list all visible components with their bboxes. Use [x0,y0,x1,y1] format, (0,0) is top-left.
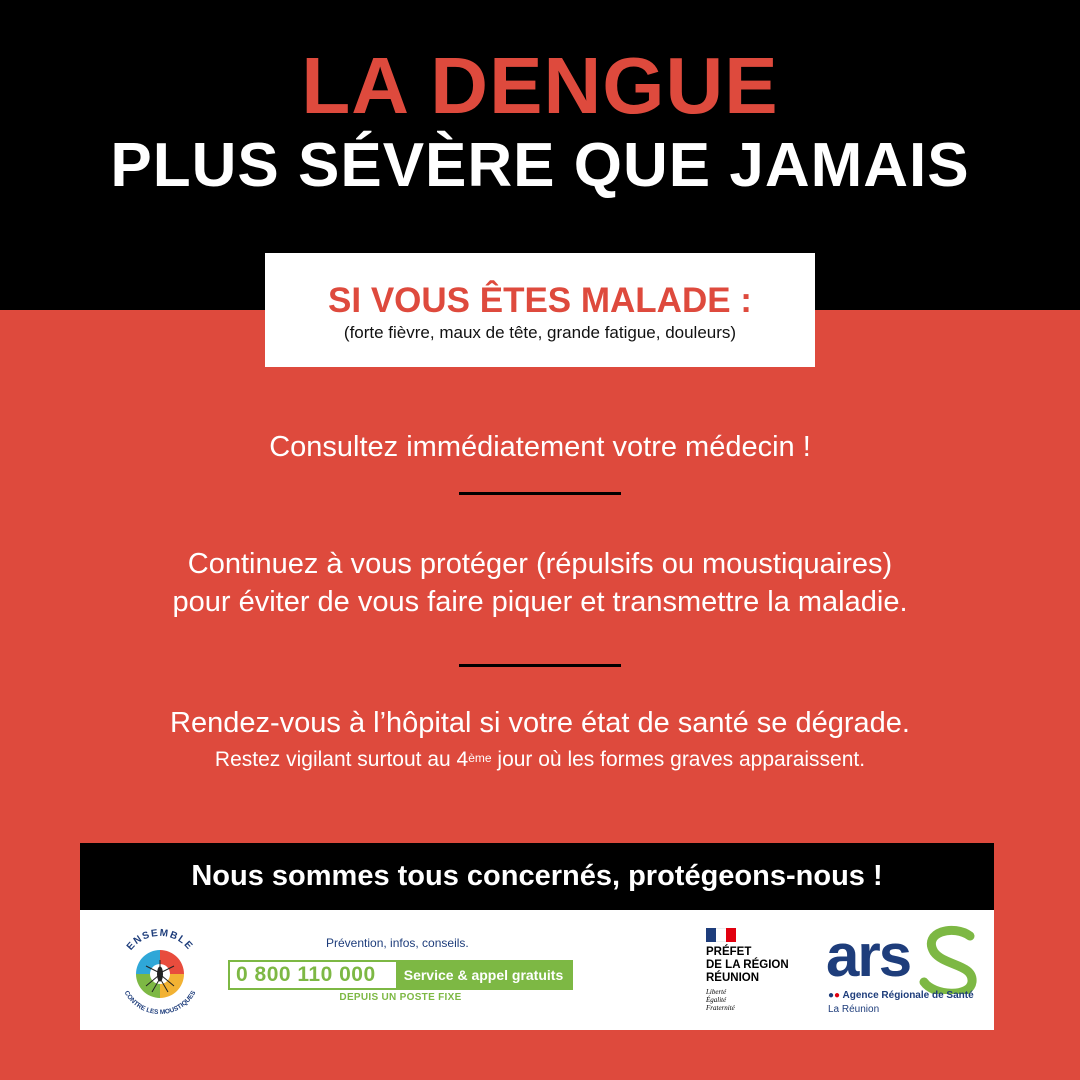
prefet-line3: RÉUNION [706,972,760,984]
ensemble-arc-text: ENSEMBLE [124,927,196,953]
footer-logos [80,910,994,1030]
prefet-line2: DE LA RÉGION [706,959,789,971]
message-protect [0,545,1080,621]
french-flag-icon [706,928,736,942]
republic-motto [706,988,735,1012]
vigilant-text-start: Restez vigilant surtout au 4 [214,748,469,771]
ars-wordmark: ars [826,924,911,989]
ars-agency-text: Agence Régionale de Santé [842,990,974,1001]
ars-region: La Réunion [828,1004,880,1015]
vigilant-superscript: ème [468,751,492,765]
message-hospital: Rendez-vous à l’hôpital si votre état de santé se dégrade. [170,707,910,739]
vigilant-text-end: jour où les formes graves apparaissent. [491,748,866,771]
hotline-note: DEPUIS UN POSTE FIXE [339,992,462,1003]
hotline-service: Service & appel gratuits [396,962,571,988]
hotline-number: 0 800 110 000 [236,963,376,986]
ensemble-contre-moustiques-logo [110,922,210,1022]
divider [459,664,621,667]
svg-text:ENSEMBLE [125,928,195,953]
ensemble-arc-subtext: CONTRE LES MOUSTIQUES [122,989,198,1017]
alert-title: SI VOUS ÊTES MALADE : [328,281,752,320]
hotline-box [228,960,573,990]
title-line-1: LA DENGUE [301,41,779,130]
message-protect-line1: Continuez à vous protéger (répulsifs ou moustiquaires) [187,548,893,580]
motto-line3: Fraternité [706,1004,735,1012]
prefet-reunion-logo [706,928,816,1020]
hotline-intro: Prévention, infos, conseils. [326,936,469,950]
ars-agency-name: ●● Agence Régionale de Santé [828,990,974,1001]
divider [459,492,621,495]
message-consult-doctor: Consultez immédiatement votre médecin ! [269,431,811,463]
footer-slogan: Nous sommes tous concernés, protégeons-nous ! [80,843,994,910]
message-vigilant [0,745,1080,775]
ars-logo [824,924,984,1020]
title-line-2: PLUS SÉVÈRE QUE JAMAIS [110,131,970,200]
prefet-name [706,946,789,985]
message-protect-line2: pour éviter de vous faire piquer et transmettre la maladie. [172,586,908,618]
alert-subtitle: (forte fièvre, maux de tête, grande fatigue, douleurs) [343,323,737,342]
prefet-line1: PRÉFET [706,946,752,958]
motto-line2: Égalité [706,996,727,1004]
alert-box [265,253,815,367]
motto-line1: Liberté [706,988,727,996]
ars-wordmark-icon [824,924,984,994]
